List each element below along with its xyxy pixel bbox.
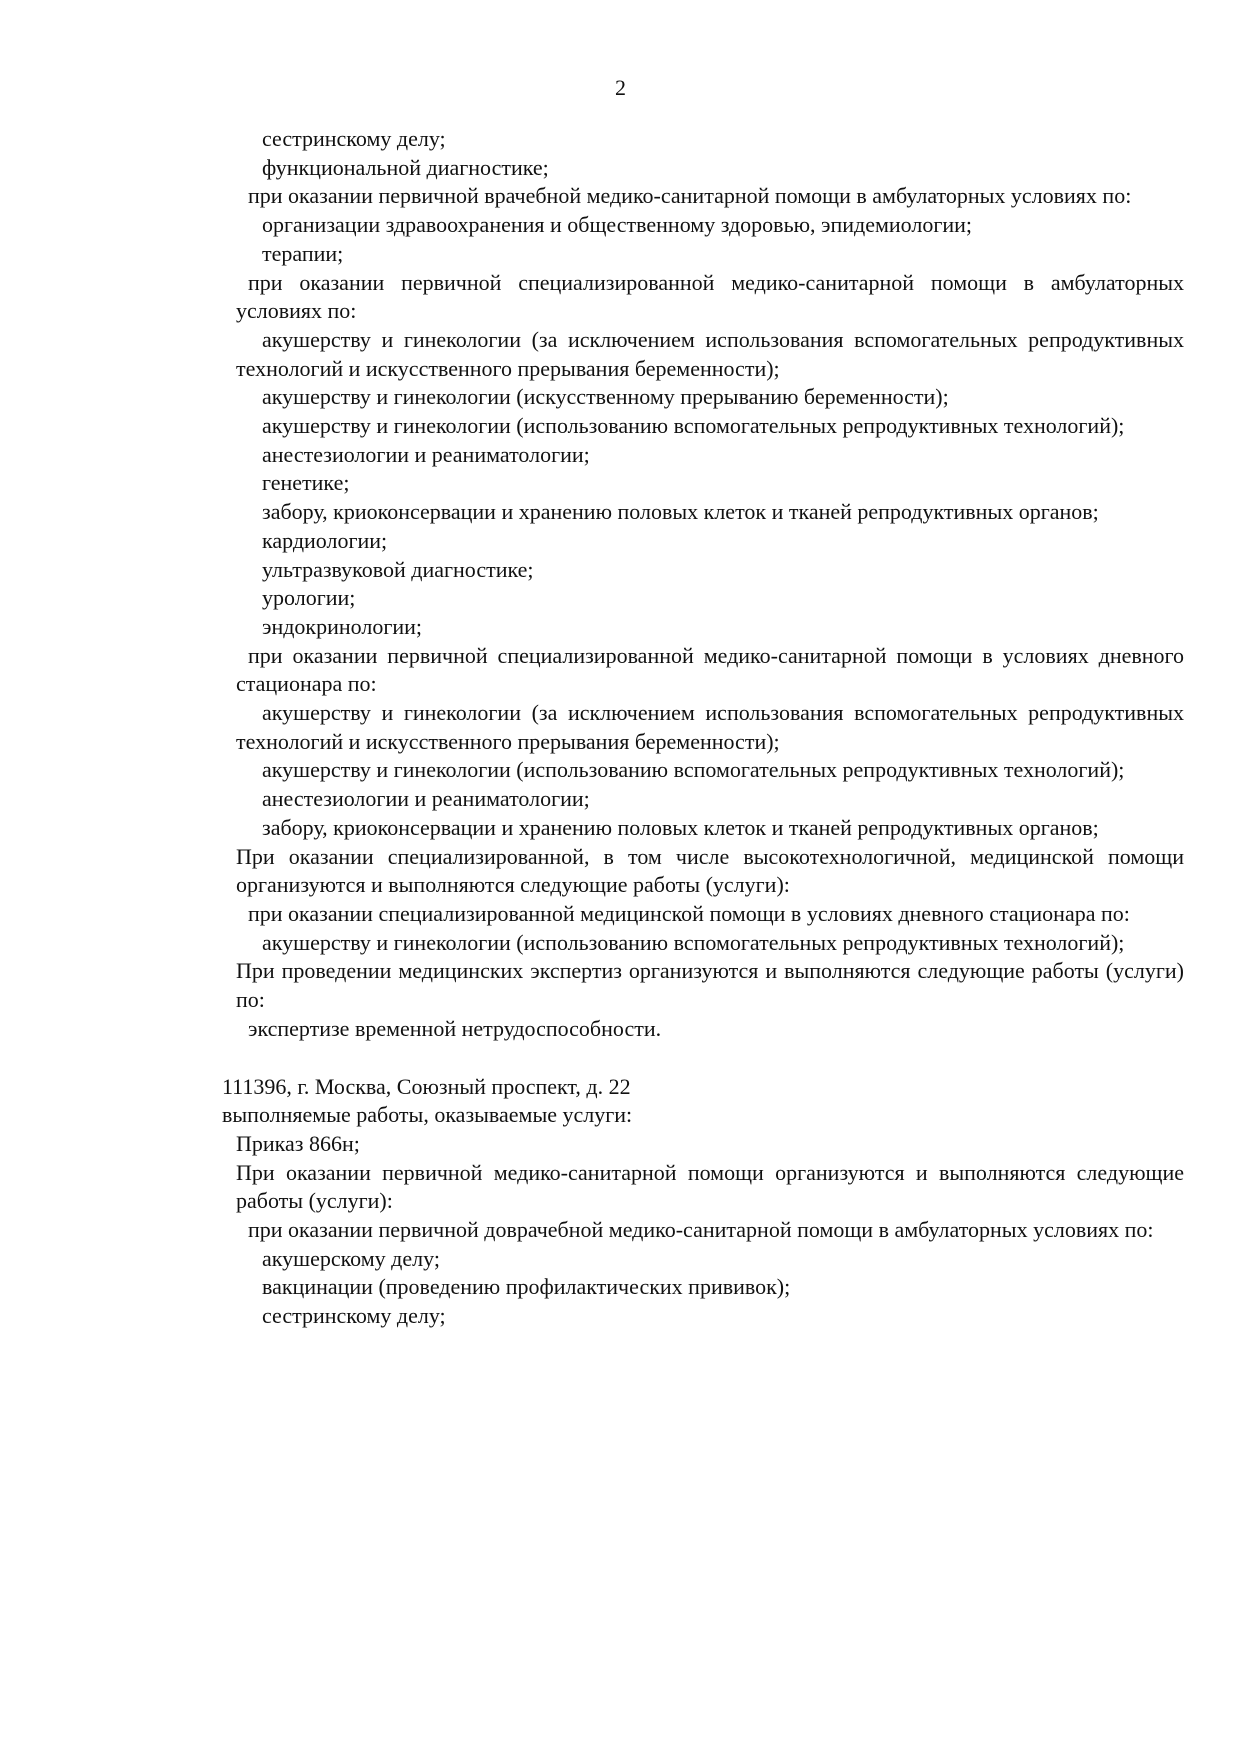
- paragraph-gap: [0, 1044, 1241, 1073]
- list-item: урологии;: [262, 585, 356, 611]
- list-item: ультразвуковой диагностике;: [262, 556, 534, 582]
- list-item: вакцинации (проведению профилактических прививок);: [262, 1274, 791, 1300]
- list-item: кардиологии;: [262, 527, 388, 553]
- list-item: анестезиологии и реаниматологии;: [262, 441, 590, 467]
- list-item: генетике;: [262, 470, 350, 496]
- section-paragraph: При оказании первичной медико-санитарной помощи организуются и выполняются следующие работы (услуги):: [236, 1159, 1184, 1214]
- list-item: анестезиологии и реаниматологии;: [262, 786, 590, 812]
- list-item: эндокринологии;: [262, 613, 423, 639]
- list-item: сестринскому делу;: [262, 126, 446, 151]
- list-item: сестринскому делу;: [262, 1303, 446, 1329]
- section-paragraph: Приказ 866н;: [236, 1130, 360, 1156]
- list-item: акушерству и гинекологии (использованию вспомогательных репродуктивных технологий);: [262, 757, 1125, 783]
- list-item: акушерству и гинекологии (использованию вспомогательных репродуктивных технологий);: [262, 413, 1125, 439]
- subheading-paragraph: при оказании первичной врачебной медико-санитарной помощи в амбулаторных условиях по:: [248, 183, 1132, 209]
- section-paragraph: При оказании специализированной, в том числе высокотехнологичной, медицинской помощи организуются и выполняются следующие работы (услуги):: [236, 843, 1184, 898]
- list-item: забору, криоконсервации и хранению половых клеток и тканей репродуктивных органов;: [262, 814, 1099, 840]
- list-item: функциональной диагностике;: [262, 154, 549, 180]
- list-item: акушерству и гинекологии (за исключением использования вспомогательных репродуктивных технологий и искусственного прерывания беременности);: [236, 326, 1184, 381]
- subheading-paragraph: при оказании первичной специализированной медико-санитарной помощи в амбулаторных условиях по:: [236, 269, 1184, 324]
- list-item: акушерству и гинекологии (за исключением использования вспомогательных репродуктивных технологий и искусственного прерывания беременности);: [236, 700, 1184, 754]
- list-item: организации здравоохранения и общественному здоровью, эпидемиологии;: [262, 212, 973, 238]
- list-item: акушерству и гинекологии (искусственному прерыванию беременности);: [262, 384, 949, 410]
- list-item: терапии;: [262, 240, 344, 266]
- subheading-paragraph: при оказании специализированной медицинской помощи в условиях дневного стационара по:: [248, 900, 1130, 926]
- subheading-paragraph: при оказании первичной специализированной медико-санитарной помощи в условиях дневного стационара по:: [236, 642, 1184, 697]
- list-item: забору, криоконсервации и хранению половых клеток и тканей репродуктивных органов;: [262, 499, 1099, 525]
- page-number: 2: [615, 75, 626, 100]
- list-item: акушерству и гинекологии (использованию вспомогательных репродуктивных технологий);: [262, 929, 1125, 955]
- subheading-paragraph: при оказании первичной доврачебной медико-санитарной помощи в амбулаторных условиях по:: [248, 1217, 1154, 1243]
- address-line: 111396, г. Москва, Союзный проспект, д. 22: [222, 1073, 631, 1099]
- subheading-paragraph: экспертизе временной нетрудоспособности.: [248, 1015, 662, 1041]
- list-item: акушерскому делу;: [262, 1245, 440, 1271]
- document-body: [0, 125, 1241, 1331]
- section-paragraph: При проведении медицинских экспертиз организуются и выполняются следующие работы (услуги) по:: [236, 958, 1184, 1013]
- address-line: выполняемые работы, оказываемые услуги:: [222, 1102, 633, 1128]
